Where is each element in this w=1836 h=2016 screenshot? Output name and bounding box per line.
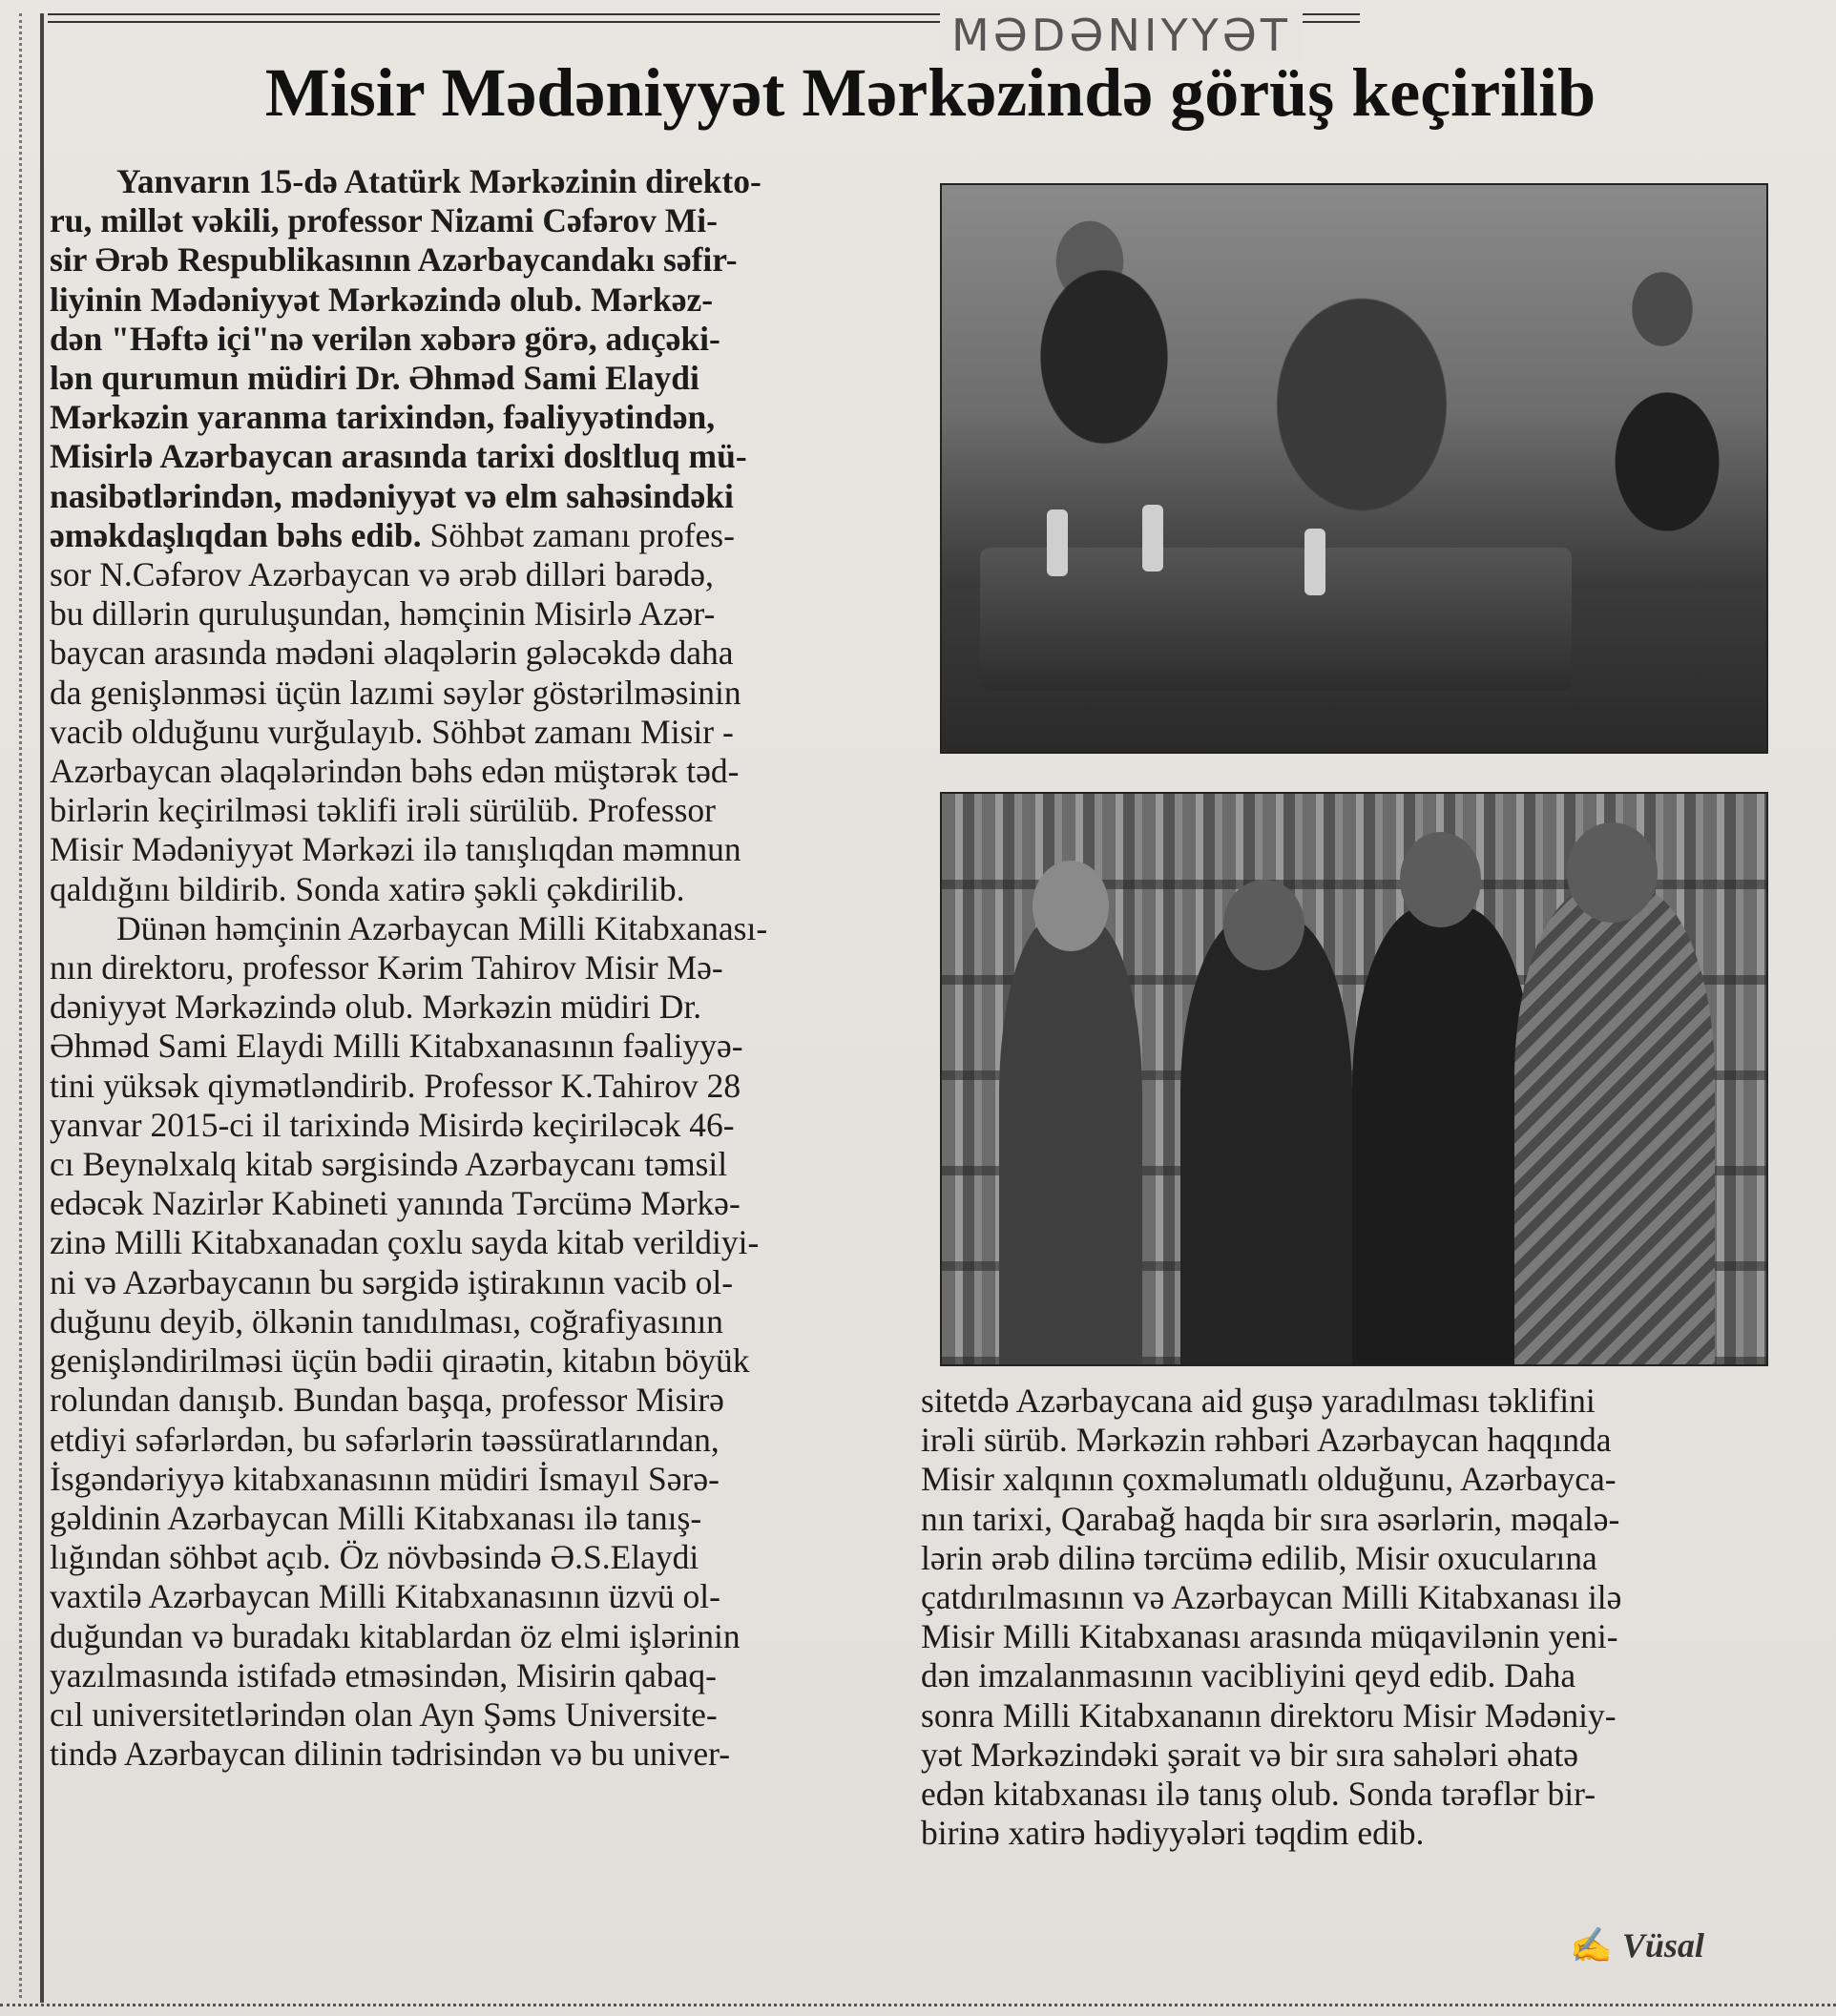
text-line: nın direktoru, professor Kərim Tahirov Misir Mə-	[50, 948, 723, 987]
photo-person	[999, 916, 1142, 1364]
text-run-bold: Mərkəzin yaranma tarixindən, fəaliyyətindən,	[50, 398, 716, 437]
text-line: İsgəndəriyyə kitabxanasının müdiri İsmayıl Sərə-	[50, 1459, 720, 1498]
text-line: dəniyyət Mərkəzində olub. Mərkəzin müdiri Dr.	[50, 987, 702, 1027]
text-line: sonra Milli Kitabxananın direktoru Misir Mədəniy-	[921, 1695, 1617, 1735]
text-line: çatdırılmasının və Azərbaycan Milli Kitabxanası ilə	[921, 1578, 1622, 1617]
text-line: da genişlənməsi üçün lazımi səylər göstərilməsinin	[50, 673, 741, 712]
photo-library-group	[940, 792, 1768, 1366]
text-line: Əhməd Sami Elaydi Milli Kitabxanasının fəaliyyə-	[50, 1027, 743, 1066]
text-line: vacib olduğunu vurğulayıb. Söhbət zamanı Misir -	[50, 712, 734, 751]
text-line	[50, 477, 889, 516]
section-rule	[48, 10, 1360, 61]
paragraph-2	[50, 909, 889, 1774]
text-line: ni və Azərbaycanın bu sərgidə iştirakının vacib ol-	[50, 1262, 734, 1301]
bottom-rule	[0, 2004, 1836, 2012]
text-line: birlərin keçirilməsi təklifi irəli sürülüb. Professor	[50, 791, 717, 830]
text-line: Dünən həmçinin Azərbaycan Milli Kitabxanası-	[116, 908, 768, 947]
text-line: irəli sürüb. Mərkəzin rəhbəri Azərbaycan haqqında	[921, 1421, 1612, 1460]
photo-glass	[1304, 529, 1325, 595]
pen-icon: ✍	[1570, 1926, 1613, 1964]
text-line: gəldinin Azərbaycan Milli Kitabxanası ilə tanış-	[50, 1498, 702, 1537]
text-line	[50, 398, 889, 437]
column-border	[40, 13, 44, 2003]
photo-head	[1400, 832, 1481, 927]
text-run-bold: Misirlə Azərbaycan arasında tarixi dosltluq mü-	[50, 437, 747, 476]
text-line: edən kitabxanası ilə tanış olub. Sonda tərəflər bir-	[921, 1775, 1596, 1814]
text-line: duğundan və buradakı kitablardan öz elmi işlərinin	[50, 1616, 741, 1655]
text-line	[50, 162, 889, 201]
text-line: Azərbaycan əlaqələrindən bəhs edən müştərək təd-	[50, 752, 740, 791]
text-line: tində Azərbaycan dilinin tədrisindən və bu univer-	[50, 1735, 731, 1774]
text-run-bold: ru, millət vəkili, professor Nizami Cəfərov Mi-	[50, 201, 718, 240]
text-line	[50, 201, 889, 240]
text-line	[50, 437, 889, 476]
text-line: Misir Milli Kitabxanası arasında müqavilənin yeni-	[921, 1617, 1618, 1656]
photo-glass	[1142, 505, 1163, 572]
text-line: vaxtilə Azərbaycan Milli Kitabxanasının üzvü ol-	[50, 1577, 720, 1616]
text-line: cıl universitetlərindən olan Ayn Şəms Universite-	[50, 1694, 718, 1734]
text-run-bold: Yanvarın 15-də Atatürk Mərkəzinin direkto-	[116, 162, 762, 200]
text-run-bold: liyinin Mədəniyyət Mərkəzində olub. Mərkəz-	[50, 280, 714, 319]
article-headline: Misir Mədəniyyət Mərkəzində görüş keçirilib	[264, 54, 1596, 131]
photo-person	[1180, 916, 1352, 1364]
text-line: sor N.Cəfərov Azərbaycan və ərəb dilləri barədə,	[50, 555, 714, 594]
photo-person	[1352, 906, 1533, 1364]
text-run-bold: sir Ərəb Respublikasının Azərbaycandakı səfir-	[50, 240, 738, 280]
text-line: duğunu deyib, ölkənin tanıdılması, coğrafiyasının	[50, 1301, 723, 1341]
photo-table	[980, 548, 1572, 691]
text-run-bold: lən qurumun müdiri Dr. Əhməd Sami Elaydi	[50, 359, 699, 398]
text-line: Misir xalqının çoxməlumatlı olduğunu, Azərbayca-	[921, 1460, 1617, 1499]
text-run: Söhbət zamanı profes-	[421, 515, 735, 554]
author-signature	[1570, 1925, 1704, 1965]
photo-head	[1567, 822, 1658, 923]
text-run-bold: əməkdaşlıqdan bəhs edib.	[50, 515, 422, 554]
photo-head	[1223, 880, 1304, 970]
text-line: genişləndirilməsi üçün bədii qiraətin, kitabın böyük	[50, 1341, 750, 1381]
author-name: Vüsal	[1621, 1926, 1704, 1964]
text-line: lığından söhbət açıb. Öz növbəsində Ə.S.Elaydi	[50, 1538, 699, 1577]
text-line	[50, 281, 889, 320]
right-column	[921, 1382, 1751, 1853]
text-run-bold: dən "Həftə içi"nə verilən xəbərə görə, adıçəki-	[50, 319, 720, 358]
text-line: dən imzalanmasının vacibliyini qeyd edib. Daha	[921, 1656, 1576, 1695]
text-line: lərin ərəb dilinə tərcümə edilib, Misir oxucularına	[921, 1538, 1597, 1577]
text-line: zinə Milli Kitabxanadan çoxlu sayda kitab verildiyi-	[50, 1223, 760, 1262]
text-line	[50, 359, 889, 398]
text-line	[50, 320, 889, 359]
section-label: MƏDƏNIYYƏT	[940, 10, 1303, 61]
text-line: etdiyi səfərlərdən, bu səfərlərin təəssüratlarından,	[50, 1420, 720, 1459]
photo-glass	[1047, 509, 1068, 576]
text-line: bu dillərin quruluşundan, həmçinin Misirlə Azər-	[50, 594, 716, 634]
text-line: yazılmasında istifadə etməsindən, Misirin qabaq-	[50, 1655, 717, 1694]
text-line: qaldığını bildirib. Sonda xatirə şəkli çəkdirilib.	[50, 869, 685, 908]
text-line	[50, 516, 889, 555]
page-edge-dots	[19, 13, 25, 1998]
photo-meeting	[940, 183, 1768, 754]
text-line: yanvar 2015-ci il tarixində Misirdə keçiriləcək 46-	[50, 1105, 735, 1144]
text-line: rolundan danışıb. Bundan başqa, professor Misirə	[50, 1381, 724, 1420]
photo-person	[1514, 887, 1715, 1364]
text-run-bold: nasibətlərindən, mədəniyyət və elm sahəsindəki	[50, 476, 734, 515]
paragraph-1	[50, 162, 889, 909]
text-line: baycan arasında mədəni əlaqələrin gələcəkdə daha	[50, 634, 734, 673]
text-line: yət Mərkəzindəki şərait və bir sıra sahələri əhatə	[921, 1735, 1578, 1774]
text-line: Misir Mədəniyyət Mərkəzi ilə tanışlıqdan məmnun	[50, 830, 741, 869]
text-line: tini yüksək qiymətləndirib. Professor K.Tahirov 28	[50, 1066, 741, 1105]
text-line: birinə xatirə hədiyyələri təqdim edib.	[921, 1814, 1425, 1853]
text-line: cı Beynəlxalq kitab sərgisində Azərbaycanı təmsil	[50, 1145, 728, 1184]
photo-head	[1033, 861, 1109, 951]
text-line: sitetdə Azərbaycana aid guşə yaradılması təklifini	[921, 1382, 1596, 1420]
text-line: edəcək Nazirlər Kabineti yanında Tərcümə Mərkə-	[50, 1184, 741, 1223]
text-line: nın tarixi, Qarabağ haqda bir sıra əsərlərin, məqalə-	[921, 1499, 1620, 1538]
text-line	[50, 240, 889, 280]
left-column	[50, 162, 889, 1774]
